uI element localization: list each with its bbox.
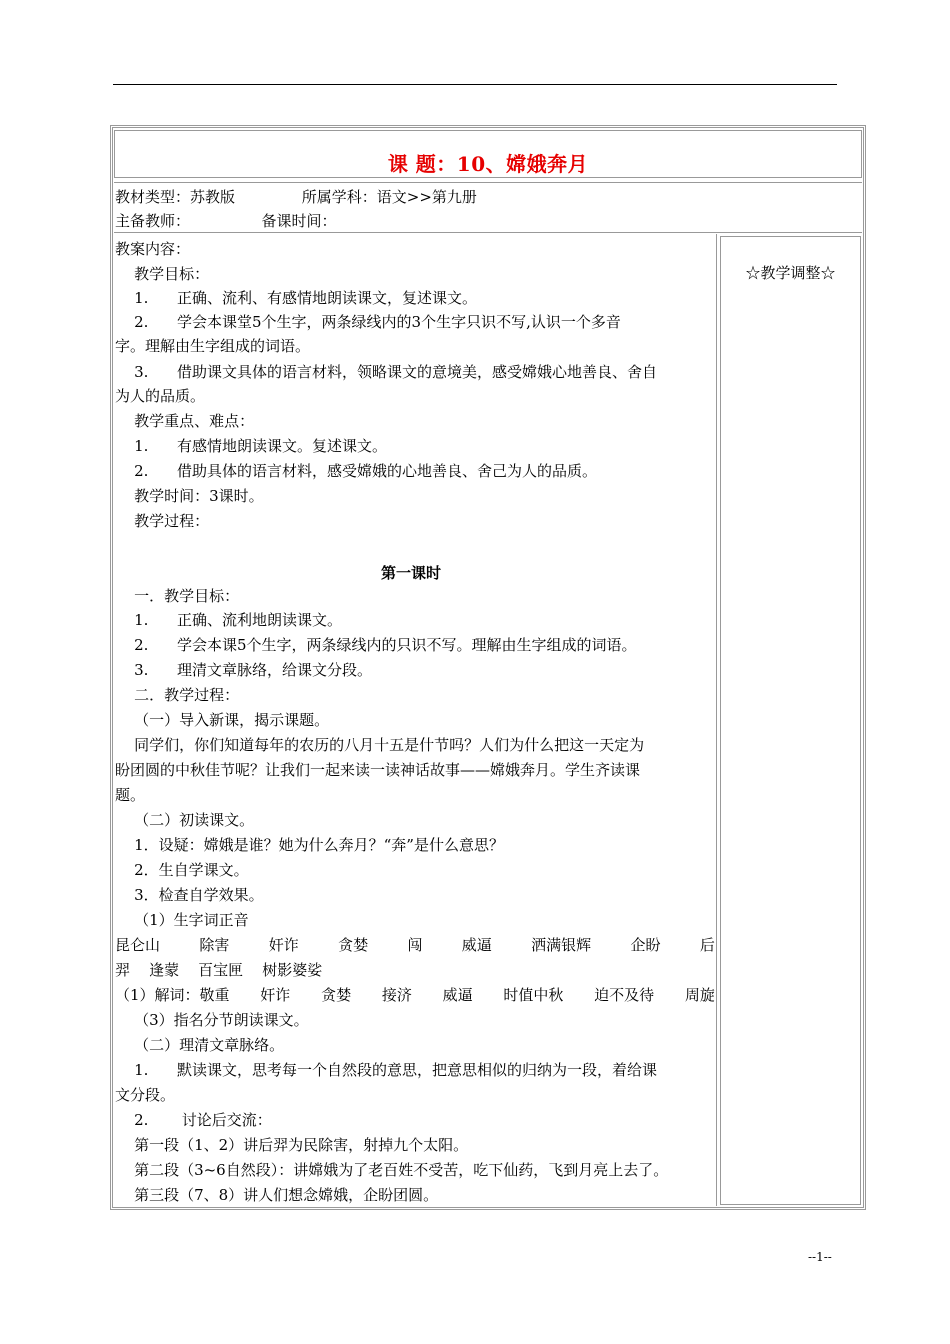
content-line: 羿 逢蒙 百宝匣 树影婆娑: [115, 961, 323, 979]
vocab-word: 昆仑山: [115, 936, 161, 954]
lesson-title: 课 题：10、嫦娥奔月: [387, 152, 589, 176]
content-line: 字。理解由生字组成的词语。: [115, 337, 311, 355]
content-line: 教学时间：3课时。: [115, 487, 264, 505]
content-line: 2．生自学课文。: [115, 861, 249, 879]
explain-word: 奸诈: [260, 986, 291, 1004]
vocab-word: 企盼: [630, 936, 661, 954]
content-line: 3．检查自学效果。: [115, 886, 264, 904]
content-line: 第一段（1、2）讲后羿为民除害，射掉九个太阳。: [115, 1136, 469, 1154]
content-line: 第三段（7、8）讲人们想念嫦娥，企盼团圆。: [115, 1186, 439, 1204]
content-line: 题。: [115, 786, 146, 804]
teacher-info: 主备教师： 备课时间：: [115, 212, 337, 230]
column-divider: [716, 234, 717, 1206]
content-line: 一．教学目标：: [115, 587, 240, 605]
content-line: （二）理清文章脉络。: [115, 1036, 285, 1054]
explain-word: 贪婪: [321, 986, 352, 1004]
vocab-word: 威逼: [461, 936, 492, 954]
content-line: 盼团圆的中秋佳节呢？让我们一起来读一读神话故事——嫦娥奔月。学生齐读课: [115, 761, 641, 779]
explain-word: （1）解词：敬重: [115, 986, 230, 1004]
content-line: 1. 默读课文，思考每一个自然段的意思，把意思相似的归纳为一段，着给课: [115, 1061, 657, 1079]
content-line: 第二段（3~6自然段）：讲嫦娥为了老百姓不受苦，吃下仙药，飞到月亮上去了。: [115, 1161, 669, 1179]
content-line: 1. 正确、流利、有感情地朗读课文，复述课文。: [115, 289, 477, 307]
section-heading: 第一课时: [381, 564, 442, 582]
content-line: 教学目标：: [115, 265, 210, 283]
content-line: 3. 理清文章脉络，给课文分段。: [115, 661, 372, 679]
adjustment-column: [720, 236, 861, 1205]
explain-word: 时值中秋: [503, 986, 564, 1004]
content-line: 教案内容：: [115, 240, 191, 258]
vocab-word: 洒满银辉: [531, 936, 592, 954]
content-line: 文分段。: [115, 1086, 176, 1104]
vocab-word: 贪婪: [338, 936, 369, 954]
explain-word: 接济: [381, 986, 412, 1004]
content-line: 2. 讨论后交流：: [115, 1111, 272, 1129]
content-line: 2. 学会本课5个生字，两条绿线内的只识不写。理解由生字组成的词语。: [115, 636, 637, 654]
material-info: 教材类型：苏教版 所属学科：语文>>第九册: [115, 188, 477, 206]
content-line: 1. 正确、流利地朗读课文。: [115, 611, 342, 629]
page-number: --1--: [808, 1250, 832, 1264]
header-rule: [113, 84, 837, 85]
table-divider: [114, 182, 862, 183]
explain-row: [115, 985, 715, 1005]
content-line: （3）指名分节朗读课文。: [115, 1011, 309, 1029]
content-line: （二）初读课文。: [115, 811, 255, 829]
content-line: 3. 借助课文具体的语言材料，领略课文的意境美，感受嫦娥心地善良、舍自: [115, 363, 657, 381]
content-line: 1. 有感情地朗读课文。复述课文。: [115, 437, 387, 455]
content-line: 为人的品质。: [115, 387, 206, 405]
vocab-row: [115, 935, 715, 955]
content-line: 二．教学过程：: [115, 686, 240, 704]
content-line: 2. 借助具体的语言材料，感受嫦娥的心地善良、舍己为人的品质。: [115, 462, 597, 480]
explain-word: 迫不及待: [594, 986, 655, 1004]
content-line: 同学们，你们知道每年的农历的八月十五是什节吗？人们为什么把这一天定为: [115, 736, 645, 754]
content-line: （1）生字词正音: [115, 911, 249, 929]
vocab-word: 奸诈: [268, 936, 299, 954]
content-line: （一）导入新课，揭示课题。: [115, 711, 330, 729]
vocab-word: 闯: [407, 936, 423, 954]
content-line: 教学过程：: [115, 512, 210, 530]
explain-word: 威逼: [442, 986, 473, 1004]
vocab-word: 后: [699, 936, 715, 954]
content-line: 1．设疑：嫦娥是谁？她为什么奔月？“奔”是什么意思？: [115, 836, 504, 854]
adjustment-label: ☆教学调整☆: [745, 264, 836, 282]
explain-word: 周旋: [684, 986, 715, 1004]
content-line: 2. 学会本课堂5个生字，两条绿线内的3个生字只识不写,认识一个多音: [115, 313, 621, 331]
content-line: 教学重点、难点：: [115, 412, 255, 430]
vocab-word: 除害: [199, 936, 230, 954]
table-divider: [114, 232, 862, 233]
